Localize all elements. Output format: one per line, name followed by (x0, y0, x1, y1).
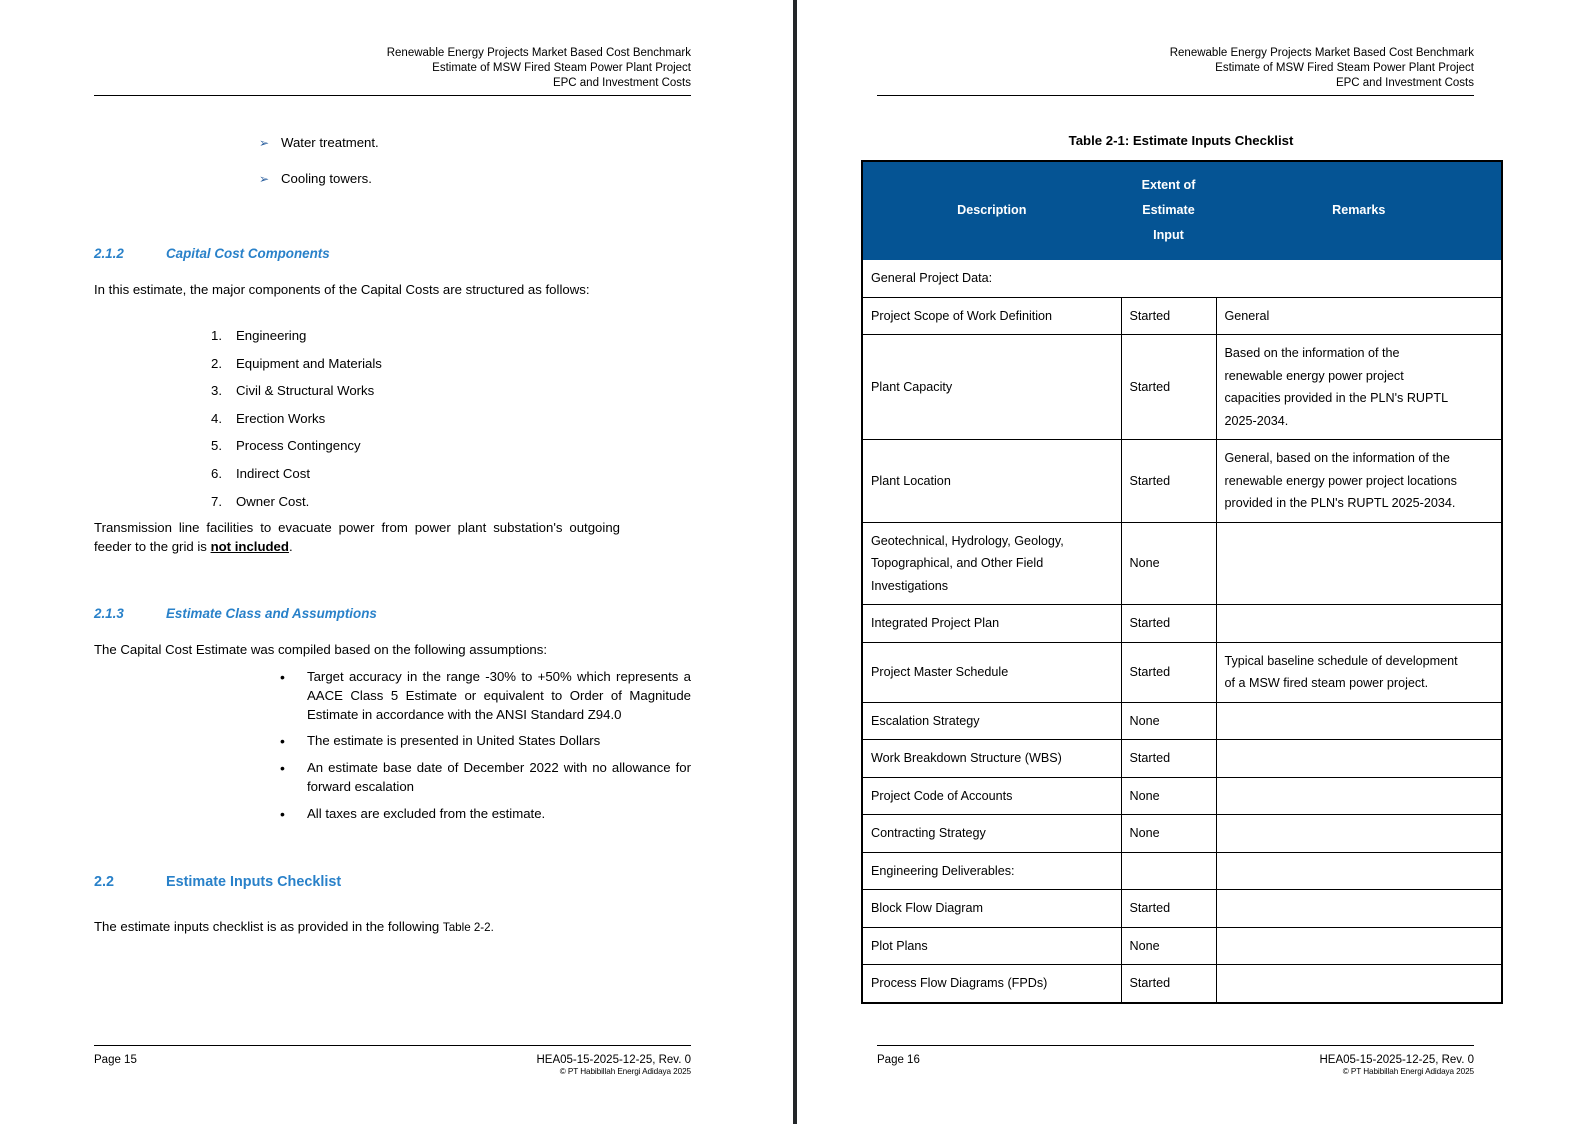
remarks-line: renewable energy power project locations (1224, 473, 1457, 488)
column-header-remarks: Remarks (1216, 161, 1502, 260)
cell-description: Project Scope of Work Definition (862, 297, 1121, 335)
header-line-1: Renewable Energy Projects Market Based Cost Benchmark (386, 47, 691, 59)
list-item-label: Indirect Cost (236, 465, 311, 481)
page-right (797, 0, 1590, 1124)
heading-2-2-title: Estimate Inputs Checklist (166, 874, 342, 890)
cell-remarks (1216, 927, 1502, 965)
list-item-number: 4. (211, 410, 222, 426)
cell-remarks (1216, 440, 1502, 523)
table-row (862, 777, 1502, 815)
list-item (280, 759, 691, 797)
page-number-left: Page 15 (94, 1054, 137, 1066)
cell-extent: Started (1121, 605, 1216, 643)
table-row (862, 890, 1502, 928)
header-rule (94, 95, 691, 96)
heading-2-1-3 (94, 606, 691, 621)
cell-remarks (1216, 702, 1502, 740)
header-line-3: EPC and Investment Costs (552, 77, 691, 89)
document-code-right: HEA05-15-2025-12-25, Rev. 0 (1319, 1054, 1474, 1066)
bullet-icon: • (280, 733, 285, 750)
remarks-line: renewable energy power project (1224, 368, 1404, 383)
arrow-item-label: Cooling towers. (281, 171, 372, 186)
document-code-left: HEA05-15-2025-12-25, Rev. 0 (536, 1054, 691, 1066)
list-item-label: Owner Cost. (236, 493, 310, 509)
table-row (862, 965, 1502, 1003)
cell-description: Escalation Strategy (862, 702, 1121, 740)
list-item-label: An estimate base date of December 2022 with no allowance for forward escalation (307, 760, 691, 794)
table-caption: Table 2-1: Estimate Inputs Checklist (1068, 133, 1294, 148)
list-item-label: Equipment and Materials (236, 355, 382, 371)
arrow-list-item (259, 170, 691, 188)
heading-2-2-number: 2.2 (94, 874, 115, 890)
table-row (862, 815, 1502, 853)
cell-description: Block Flow Diagram (862, 890, 1121, 928)
cell-extent: Started (1121, 965, 1216, 1003)
remarks-line: of a MSW fired steam power project. (1224, 676, 1429, 690)
table-row (862, 927, 1502, 965)
list-item-label: Civil & Structural Works (236, 383, 375, 399)
list-item-label: Process Contingency (236, 438, 361, 454)
table-group-row (862, 852, 1502, 890)
page-left (0, 0, 793, 1124)
arrow-bullet-list (259, 134, 691, 188)
cell-extent: Started (1121, 740, 1216, 778)
cell-description: Plot Plans (862, 927, 1121, 965)
cell-description: Process Flow Diagrams (FPDs) (862, 965, 1121, 1003)
table-row (862, 335, 1502, 440)
group-label-engineering-deliverables: Engineering Deliverables: (862, 852, 1121, 890)
list-item (280, 668, 691, 724)
remarks-line: Based on the information of the (1224, 346, 1400, 360)
list-item (211, 350, 691, 378)
bullet-icon: • (280, 760, 285, 777)
cell-remarks (1216, 890, 1502, 928)
page-number-right: Page 16 (877, 1054, 920, 1066)
cell-remarks (1216, 605, 1502, 643)
cell-description: Project Master Schedule (862, 642, 1121, 702)
cell-extent: None (1121, 522, 1216, 605)
list-item-label: The estimate is presented in United States Dollars (307, 733, 601, 749)
column-header-extent-of-estimate-input: Extent of Estimate Input (1121, 161, 1216, 260)
list-item-number: 7. (211, 493, 222, 509)
cell-remarks (1216, 777, 1502, 815)
cell-extent (1121, 852, 1216, 890)
table-row (862, 297, 1502, 335)
cell-remarks (1216, 522, 1502, 605)
table-row (862, 702, 1502, 740)
table-row (862, 642, 1502, 702)
header-line-2: Estimate of MSW Fired Steam Power Plant Project (432, 62, 691, 74)
cell-remarks (1216, 965, 1502, 1003)
cell-description: Plant Capacity (862, 335, 1121, 440)
cell-extent: Started (1121, 335, 1216, 440)
transmission-line-note (94, 519, 620, 556)
cell-extent: Started (1121, 297, 1216, 335)
cell-description: Plant Location (862, 440, 1121, 523)
table-row (862, 740, 1502, 778)
cell-extent: Started (1121, 890, 1216, 928)
table-row (862, 522, 1502, 605)
arrow-bullet-icon: ➢ (259, 136, 270, 150)
table-header-row (862, 161, 1502, 260)
cell-extent: None (1121, 777, 1216, 815)
remarks-line: General, based on the information of the (1224, 451, 1450, 465)
cell-description: Contracting Strategy (862, 815, 1121, 853)
header-line-1: Renewable Energy Projects Market Based Cost Benchmark (1169, 47, 1474, 59)
cell-remarks (1216, 740, 1502, 778)
list-item-number: 5. (211, 438, 222, 454)
cell-extent: Started (1121, 642, 1216, 702)
arrow-list-item (259, 134, 691, 152)
copyright-right: © PT Habibillah Energi Adidaya 2025 (1342, 1067, 1474, 1076)
list-item-label: All taxes are excluded from the estimate. (307, 805, 546, 821)
running-header-right (877, 46, 1474, 96)
header-line-2: Estimate of MSW Fired Steam Power Plant Project (1215, 62, 1474, 74)
estimate-inputs-checklist-table (861, 160, 1503, 1004)
list-item-number: 6. (211, 465, 222, 481)
header-line-3: EPC and Investment Costs (1335, 77, 1474, 89)
list-item (211, 405, 691, 433)
bullet-icon: • (280, 805, 285, 822)
running-footer-right (877, 1045, 1474, 1076)
cell-remarks (1216, 335, 1502, 440)
list-item-number: 2. (211, 355, 222, 371)
heading-2-1-2-number: 2.1.2 (94, 246, 124, 261)
column-header-description: Description (862, 161, 1121, 260)
cell-extent: None (1121, 815, 1216, 853)
list-item-label: Target accuracy in the range -30% to +50% which represents a AACE Class 5 Estimate or equivalent to Order of Magnitude Estimate in accordance with the ANSI Standard Z94.0 (307, 669, 691, 722)
running-footer-left (94, 1045, 691, 1076)
table-row (862, 605, 1502, 643)
remarks-line: provided in the PLN's RUPTL 2025-2034. (1224, 496, 1456, 510)
remarks-line: Typical baseline schedule of development (1224, 653, 1458, 668)
list-item (280, 805, 691, 824)
footer-rule (94, 1045, 691, 1046)
heading-2-2 (94, 874, 691, 890)
arrow-item-label: Water treatment. (281, 135, 379, 150)
list-item (211, 488, 691, 516)
assumptions-bullet-list (280, 668, 691, 832)
heading-2-1-2 (94, 246, 691, 261)
cell-remarks (1216, 852, 1502, 890)
heading-2-1-3-title: Estimate Class and Assumptions (166, 606, 377, 621)
transmission-note-prefix: Transmission line facilities to evacuate power from power plant substation's outgoing feeder to the grid is (94, 520, 620, 554)
remarks-line: General (1224, 308, 1270, 323)
table-row (862, 440, 1502, 523)
section-2-2-body-prefix: The estimate inputs checklist is as provided in the following (94, 919, 443, 934)
section-2-2-body (94, 918, 620, 938)
header-rule (877, 95, 1474, 96)
group-label-general-project-data: General Project Data: (862, 260, 1502, 298)
section-2-1-3-intro: The Capital Cost Estimate was compiled based on the following assumptions: (94, 642, 547, 657)
transmission-note-emphasis: not included (210, 538, 289, 554)
table-group-row (862, 260, 1502, 298)
cell-extent: None (1121, 702, 1216, 740)
copyright-left: © PT Habibillah Energi Adidaya 2025 (559, 1067, 691, 1076)
list-item-label: Engineering (236, 328, 307, 343)
list-item-label: Erection Works (236, 410, 326, 426)
remarks-line: 2025-2034. (1224, 413, 1289, 428)
list-item-number: 3. (211, 383, 222, 399)
cell-description: Geotechnical, Hydrology, Geology, Topographical, and Other Field Investigations (862, 522, 1121, 605)
table-cross-reference: Table 2-2. (442, 921, 494, 934)
cell-extent: Started (1121, 440, 1216, 523)
section-2-1-2-intro: In this estimate, the major components of the Capital Costs are structured as follows: (94, 282, 590, 297)
cell-remarks (1216, 815, 1502, 853)
list-item (211, 322, 691, 350)
list-item (280, 732, 691, 751)
heading-2-1-2-title: Capital Cost Components (166, 246, 330, 261)
footer-rule (877, 1045, 1474, 1046)
remarks-line: capacities provided in the PLN's RUPTL (1224, 391, 1449, 405)
capital-cost-components-list (211, 322, 691, 515)
transmission-note-suffix: . (288, 538, 293, 554)
list-item-number: 1. (211, 328, 222, 343)
list-item (211, 377, 691, 405)
list-item (211, 432, 691, 460)
list-item (211, 460, 691, 488)
cell-extent: None (1121, 927, 1216, 965)
cell-description: Integrated Project Plan (862, 605, 1121, 643)
cell-remarks (1216, 297, 1502, 335)
cell-description: Project Code of Accounts (862, 777, 1121, 815)
cell-description: Work Breakdown Structure (WBS) (862, 740, 1121, 778)
heading-2-1-3-number: 2.1.3 (94, 606, 124, 621)
cell-remarks (1216, 642, 1502, 702)
arrow-bullet-icon: ➢ (259, 172, 270, 186)
running-header-left (94, 46, 691, 96)
bullet-icon: • (280, 669, 285, 685)
